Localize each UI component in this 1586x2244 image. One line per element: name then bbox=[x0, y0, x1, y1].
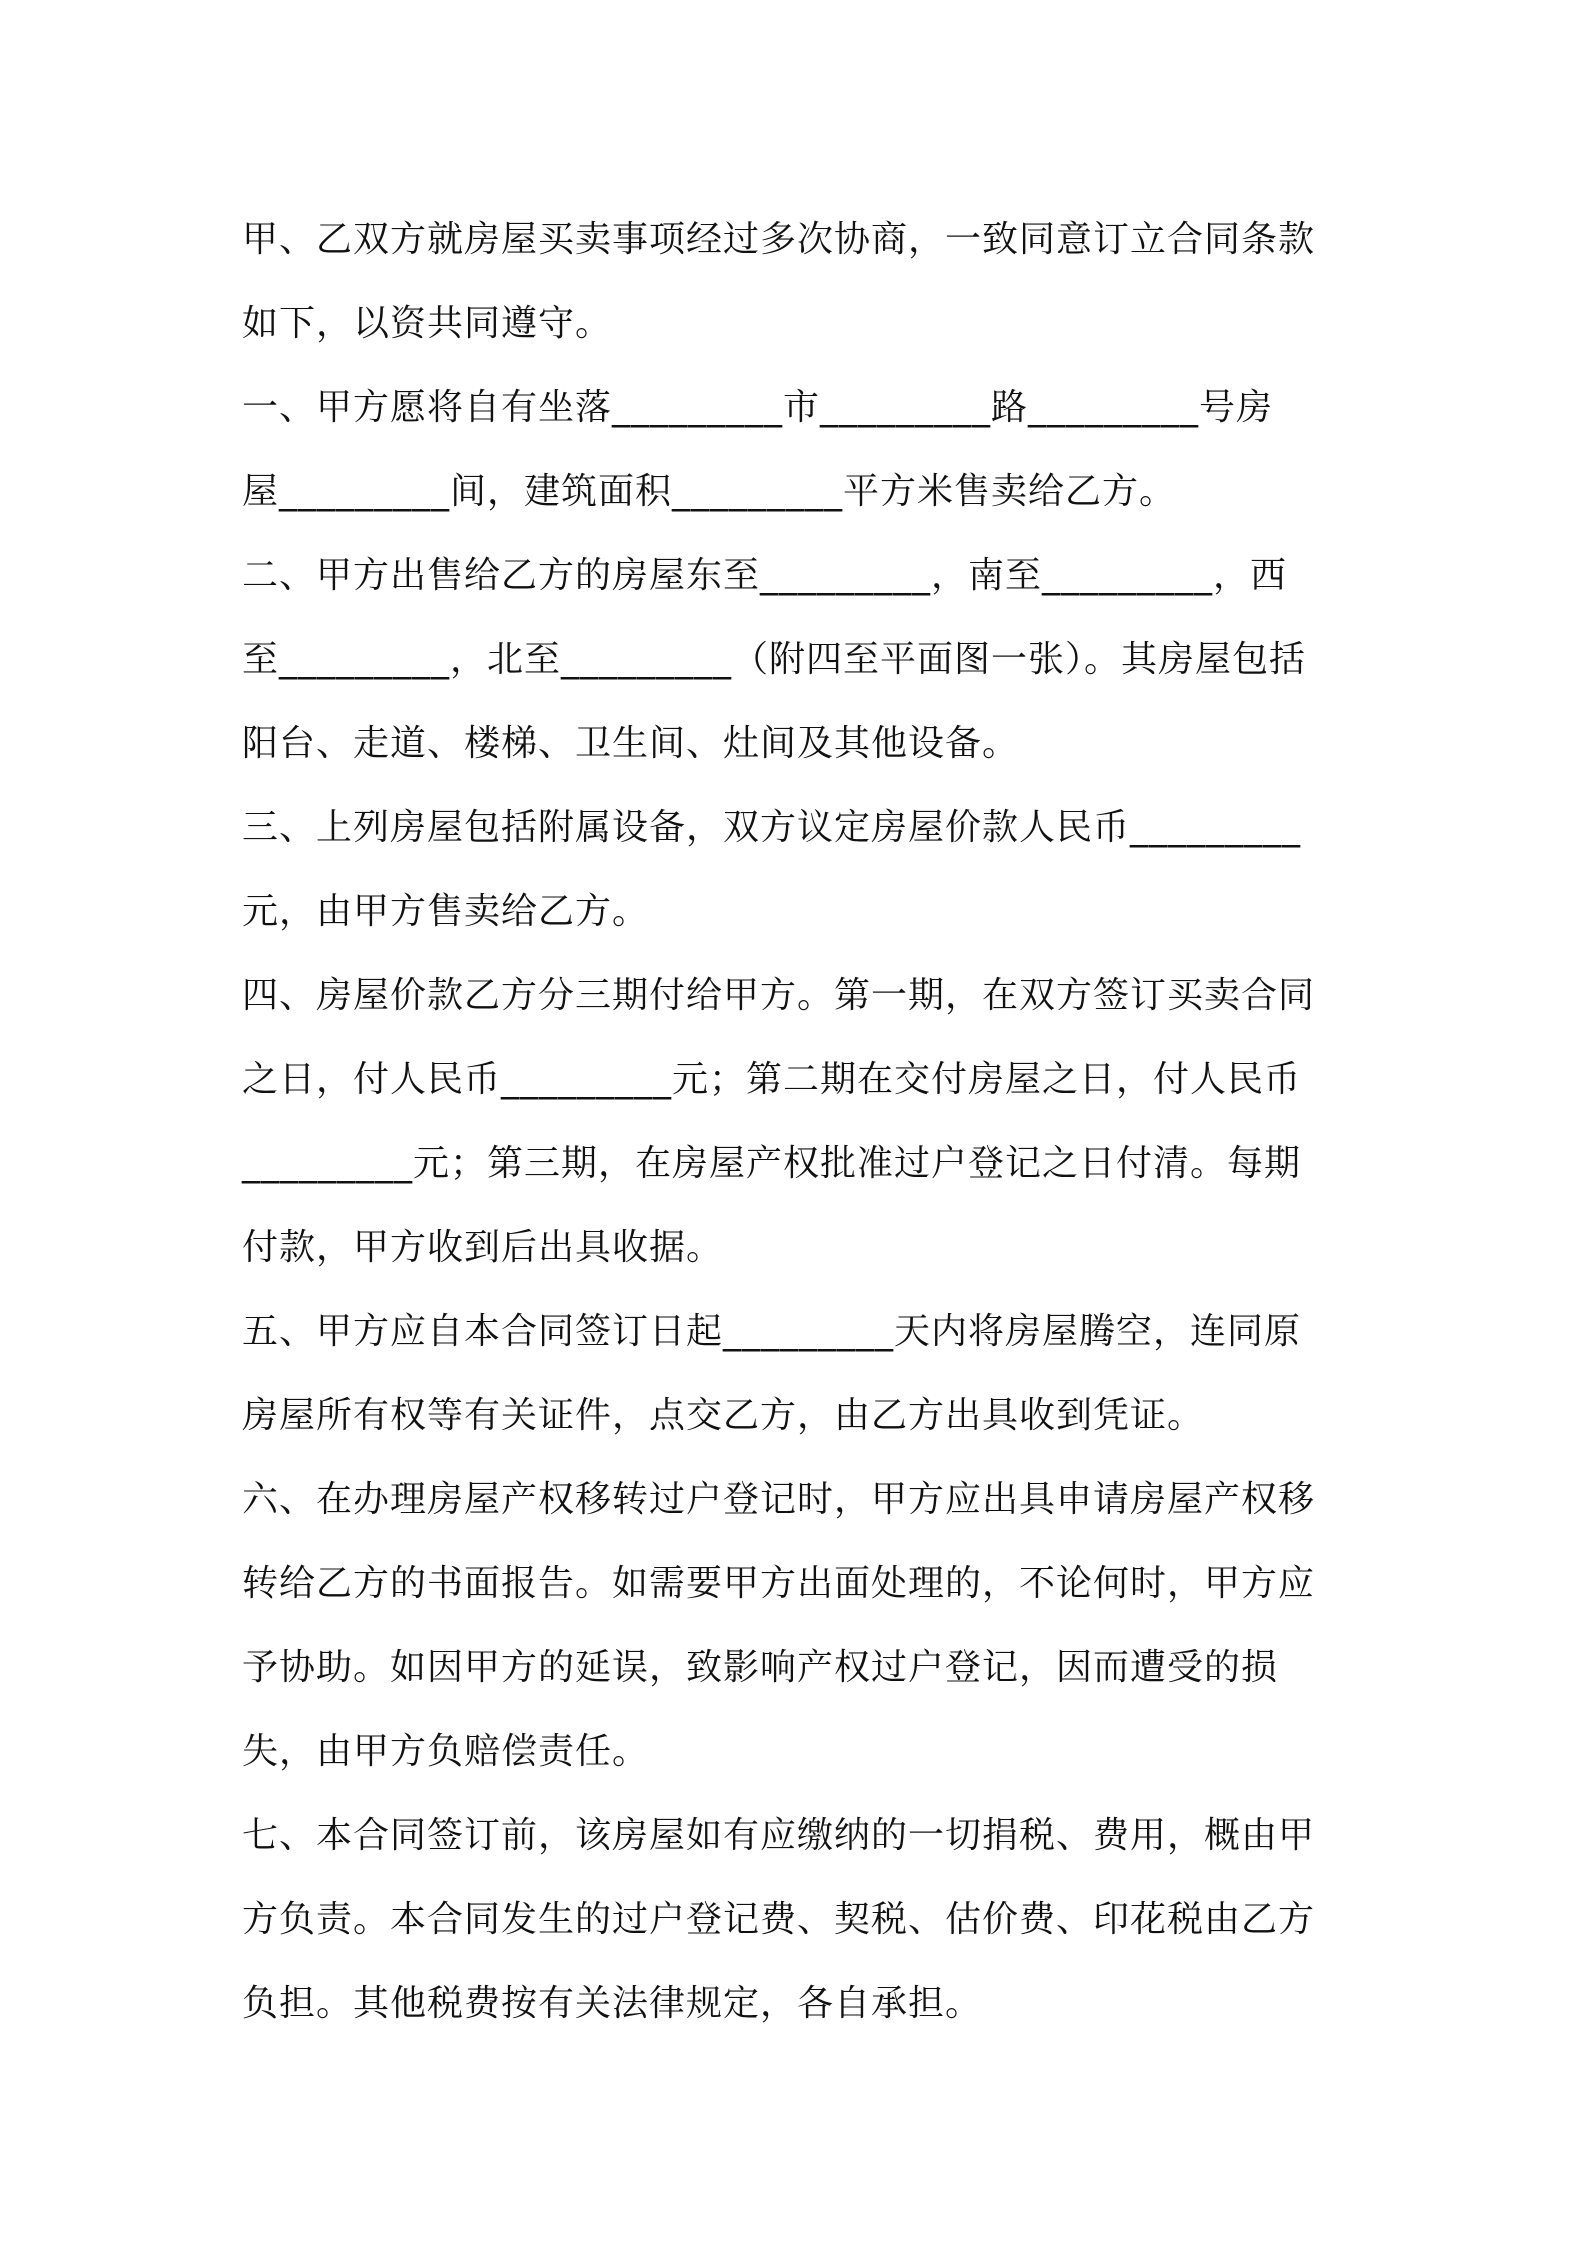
text-line: 房屋所有权等有关证件，点交乙方，由乙方出具收到凭证。 bbox=[242, 1395, 1205, 1436]
text-line: 转给乙方的书面报告。如需要甲方出面处理的，不论何时，甲方应 bbox=[242, 1563, 1316, 1604]
text-line: 七、本合同签订前，该房屋如有应缴纳的一切捐税、费用，概由甲 bbox=[242, 1815, 1316, 1856]
text-line: 付款，甲方收到后出具收据。 bbox=[242, 1227, 724, 1268]
text-line: 五、甲方应自本合同签订日起_________天内将房屋腾空，连同原 bbox=[242, 1311, 1302, 1352]
text-line: 负担。其他税费按有关法律规定，各自承担。 bbox=[242, 1983, 983, 2024]
text-line: 四、房屋价款乙方分三期付给甲方。第一期，在双方签订买卖合同 bbox=[242, 975, 1316, 1016]
text-line: 予协助。如因甲方的延误，致影响产权过户登记，因而遭受的损 bbox=[242, 1647, 1279, 1688]
text-line: 失，由甲方负赔偿责任。 bbox=[242, 1731, 650, 1772]
text-line: 一、甲方愿将自有坐落_________市_________路_________号房 bbox=[242, 387, 1274, 428]
text-line: 至_________，北至_________（附四至平面图一张）。其房屋包括 bbox=[242, 639, 1307, 680]
text-line: 甲、乙双方就房屋买卖事项经过多次协商，一致同意订立合同条款 bbox=[242, 219, 1316, 260]
text-line: 阳台、走道、楼梯、卫生间、灶间及其他设备。 bbox=[242, 723, 1020, 764]
text-line: 方负责。本合同发生的过户登记费、契税、估价费、印花税由乙方 bbox=[242, 1899, 1316, 1940]
text-line: 六、在办理房屋产权移转过户登记时，甲方应出具申请房屋产权移 bbox=[242, 1479, 1316, 1520]
text-line: _________元；第三期，在房屋产权批准过户登记之日付清。每期 bbox=[242, 1143, 1302, 1184]
text-line: 之日，付人民币_________元；第二期在交付房屋之日，付人民币 bbox=[242, 1059, 1302, 1100]
text-line: 元，由甲方售卖给乙方。 bbox=[242, 891, 650, 932]
text-line: 三、上列房屋包括附属设备，双方议定房屋价款人民币_________ bbox=[242, 807, 1302, 848]
text-line: 如下，以资共同遵守。 bbox=[242, 303, 613, 344]
text-line: 二、甲方出售给乙方的房屋东至_________，南至_________，西 bbox=[242, 555, 1288, 596]
contract-body bbox=[242, 198, 1362, 2046]
text-line: 屋_________间，建筑面积_________平方米售卖给乙方。 bbox=[242, 471, 1177, 512]
